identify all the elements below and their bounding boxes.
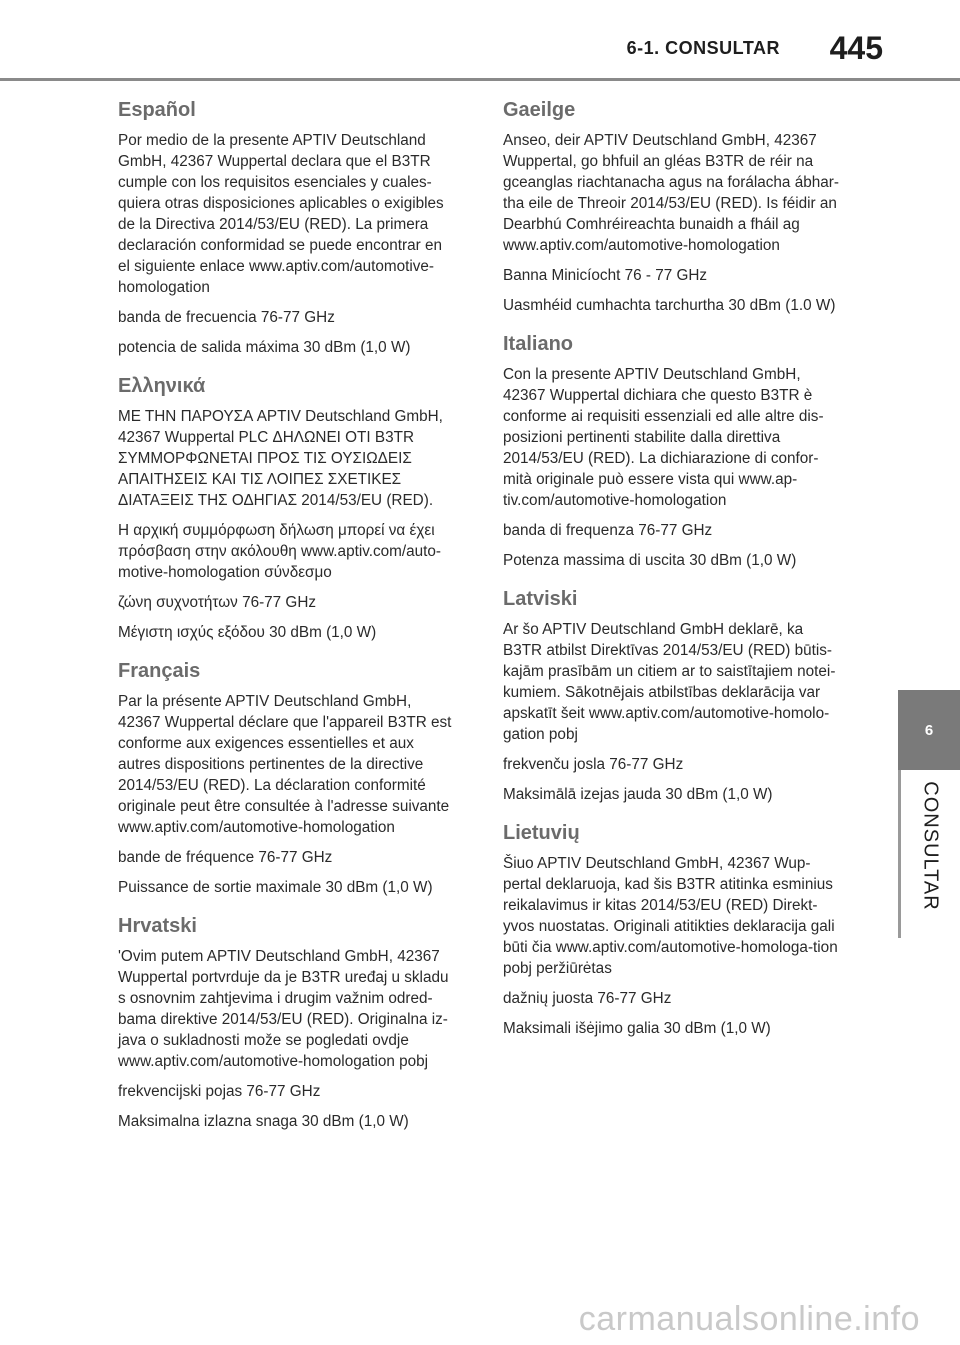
section-heading: Latviski bbox=[503, 588, 578, 610]
section-ellinika bbox=[118, 372, 458, 643]
section-francais bbox=[118, 657, 458, 898]
max-power: Maksimālā izejas jauda 30 dBm (1,0 W) bbox=[503, 786, 773, 803]
section-heading: Ελληνικά bbox=[118, 375, 206, 397]
left-column bbox=[118, 96, 458, 1146]
chapter-tab-line bbox=[898, 770, 901, 938]
frequency-band: ζώνη συχνοτήτων 76-77 GHz bbox=[118, 594, 317, 611]
max-power: Μέγιστη ισχύς εξόδου 30 dBm (1,0 W) bbox=[118, 624, 377, 641]
section-heading: Italiano bbox=[503, 333, 574, 355]
watermark: carmanualsonline.info bbox=[578, 1300, 920, 1338]
section-latviski bbox=[503, 585, 843, 805]
max-power: Potenza massima di uscita 30 dBm (1,0 W) bbox=[503, 552, 797, 569]
frequency-band: frekvencijski pojas 76-77 GHz bbox=[118, 1083, 321, 1100]
declaration-text: Con la presente APTIV Deutschland GmbH, 42367 Wuppertal dichiara che questo B3TR è conforme ai requisiti essenziali ed alle altre dis-posizioni pertinenti stabilite dalla direttiva 2014/53/EU (RED). La dichiarazione di confor-mità originale può essere vista qui www.ap-tiv.com/automotive-homologation bbox=[503, 366, 824, 509]
header-divider bbox=[0, 78, 960, 81]
declaration-text: 'Ovim putem APTIV Deutschland GmbH, 42367 Wuppertal portvrduje da je B3TR uređaj u skladu s osnovnim zahtjevima i drugim važnim odred-bama direktive 2014/53/EU (RED). Originalna iz-java o sukladnosti može se pogledati ovdje www.aptiv.com/automotive-homologation pobj bbox=[118, 948, 449, 1070]
section-gaeilge bbox=[503, 96, 843, 316]
declaration-text: Ar šo APTIV Deutschland GmbH deklarē, ka B3TR atbilst Direktīvas 2014/53/EU (RED) būtis-kajām prasībām un citiem ar to saistītajiem notei-kumiem. Sākotnējais atbilstības deklarācija var apskatīt šeit www.aptiv.com/automotive-homolo-gation pobj bbox=[503, 621, 836, 743]
declaration-text: Par la présente APTIV Deutschland GmbH, 42367 Wuppertal déclare que l'appareil B3TR est conforme aux exigences essentielles et aux autres dispositions pertinentes de la directive 2014/53/EU (RED). La déclaration conformité originale peut être consultée à l'adresse suivante www.aptiv.com/automotive-homologation bbox=[118, 693, 452, 836]
chapter-number: 6 bbox=[924, 721, 934, 739]
section-hrvatski bbox=[118, 912, 458, 1132]
right-column bbox=[503, 96, 843, 1053]
section-heading: Lietuvių bbox=[503, 822, 580, 844]
section-heading: Español bbox=[118, 99, 196, 121]
chapter-label: CONSULTAR bbox=[919, 781, 942, 911]
max-power: Puissance de sortie maximale 30 dBm (1,0 W) bbox=[118, 879, 433, 896]
section-heading: Gaeilge bbox=[503, 99, 576, 121]
section-lietuviu bbox=[503, 819, 843, 1039]
section-italiano bbox=[503, 330, 843, 571]
declaration-text: Šiuo APTIV Deutschland GmbH, 42367 Wup-pertal deklaruoja, kad šis B3TR atitinka esminius reikalavimus ir kitas 2014/53/EU (RED) Direkt-yvos nuostatas. Originali atitikties deklaracija gali būti čia www.aptiv.com/automotive-homologa-tion pobj peržiūrėtas bbox=[503, 855, 838, 977]
declaration-text: Por medio de la presente APTIV Deutschland GmbH, 42367 Wuppertal declara que el B3TR cumple con los requisitos esenciales y cuales-quiera otras disposiciones aplicables o exigibles de la Directiva 2014/53/EU (RED). La primera declaración conformidad se puede encontrar en el siguiente enlace www.aptiv.com/automotive-homologation bbox=[118, 132, 444, 296]
max-power: Maksimali išėjimo galia 30 dBm (1,0 W) bbox=[503, 1020, 771, 1037]
frequency-band: frekvenču josla 76-77 GHz bbox=[503, 756, 684, 773]
frequency-band: bande de fréquence 76-77 GHz bbox=[118, 849, 333, 866]
chapter-tab bbox=[898, 690, 960, 770]
frequency-band: Banna Minicíocht 76 - 77 GHz bbox=[503, 267, 708, 284]
frequency-band: banda de frecuencia 76-77 GHz bbox=[118, 309, 335, 326]
max-power: Uasmhéid cumhachta tarchurtha 30 dBm (1.0 W) bbox=[503, 297, 836, 314]
section-title: 6-1. CONSULTAR bbox=[626, 38, 780, 58]
max-power: potencia de salida máxima 30 dBm (1,0 W) bbox=[118, 339, 411, 356]
section-heading: Français bbox=[118, 660, 201, 682]
max-power: Maksimalna izlazna snaga 30 dBm (1,0 W) bbox=[118, 1113, 409, 1130]
declaration-link-text: Η αρχική συμμόρφωση δήλωση μπορεί να έχει πρόσβαση στην ακόλουθη www.aptiv.com/auto-motive-homologation σύνδεσμο bbox=[118, 522, 441, 581]
declaration-text: ΜΕ ΤΗΝ ΠΑΡΟΥΣΑ APTIV Deutschland GmbH, 42367 Wuppertal PLC ΔΗΛΩΝΕΙ ΟΤΙ B3TR ΣΥΜΜΟΡΦΩΝΕΤΑΙ ΠΡΟΣ ΤΙΣ ΟΥΣΙΩΔΕΙΣ ΑΠΑΙΤΗΣΕΙΣ ΚΑΙ ΤΙΣ ΛΟΙΠΕΣ ΣΧΕΤΙΚΕΣ ΔΙΑΤΑΞΕΙΣ ΤΗΣ ΟΔΗΓΙΑΣ 2014/53/EU (RED). bbox=[118, 408, 443, 509]
section-espanol bbox=[118, 96, 458, 358]
frequency-band: banda di frequenza 76-77 GHz bbox=[503, 522, 713, 539]
frequency-band: dažnių juosta 76-77 GHz bbox=[503, 990, 672, 1007]
section-heading: Hrvatski bbox=[118, 915, 197, 937]
declaration-text: Anseo, deir APTIV Deutschland GmbH, 42367 Wuppertal, go bhfuil an gléas B3TR de réir na gceanglas riachtanacha agus na forálacha ábhar-tha eile de Threoir 2014/53/EU (RED). Is féidir an Dearbhú Comhréireachta bunaidh a fháil ag www.aptiv.com/automotive-homologation bbox=[503, 132, 839, 254]
page-number: 445 bbox=[829, 30, 883, 66]
